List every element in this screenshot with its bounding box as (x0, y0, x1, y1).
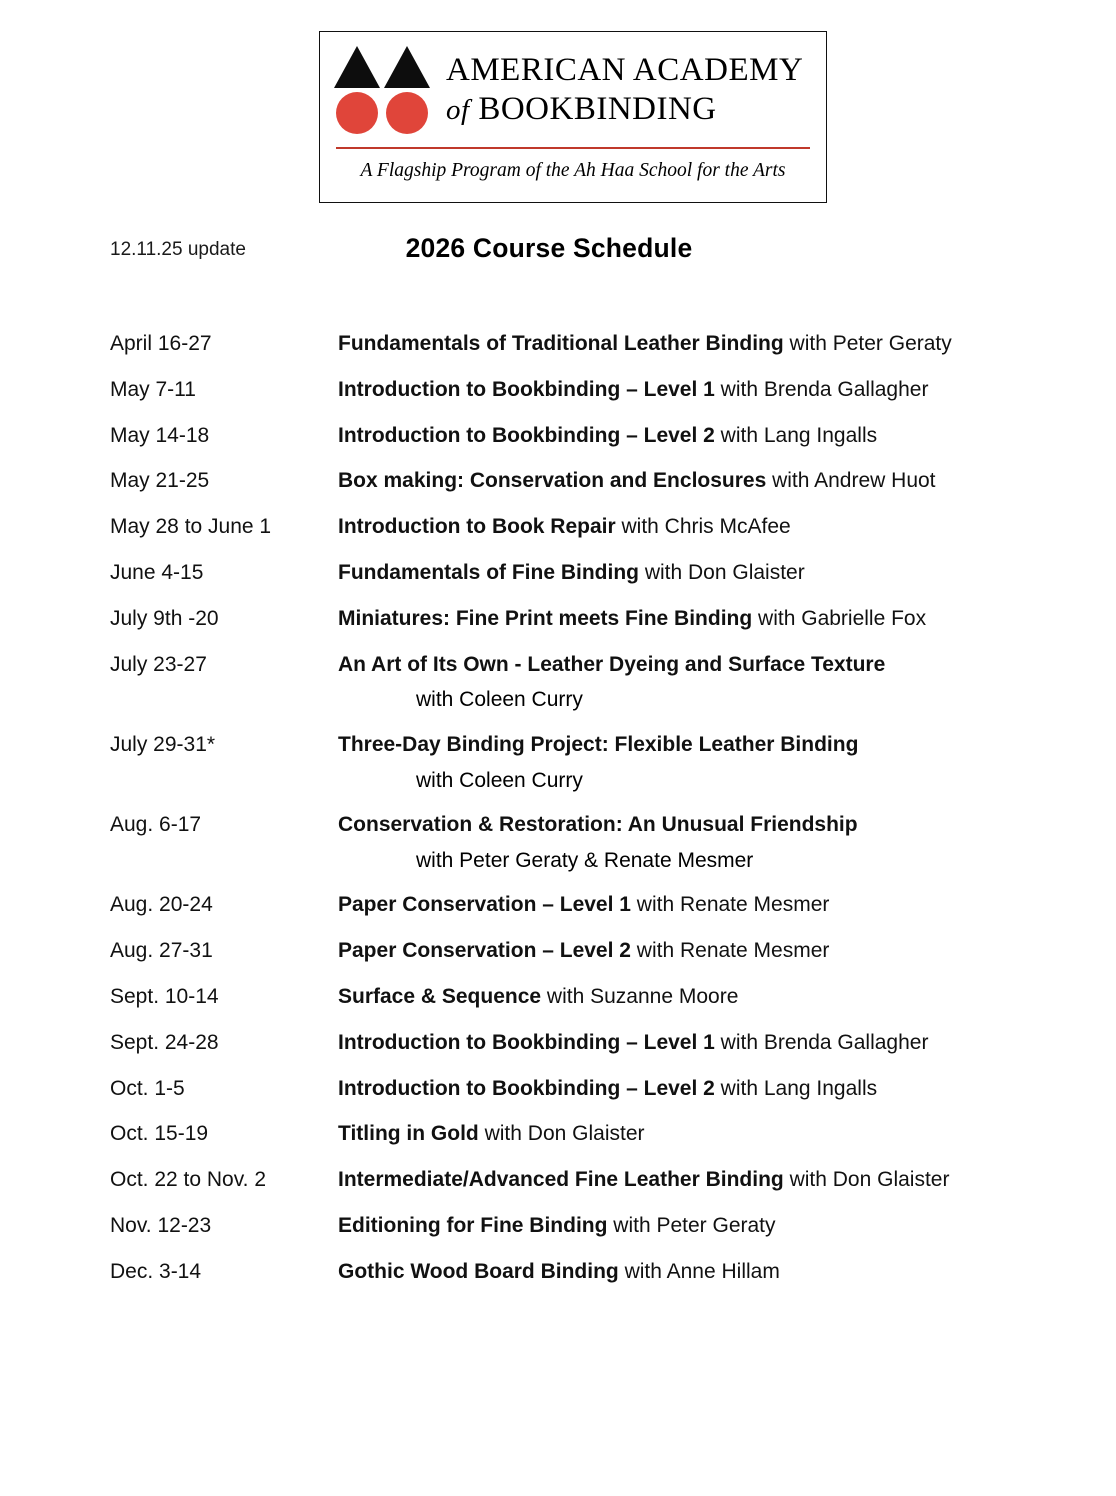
course-instructor: with Coleen Curry (416, 768, 583, 792)
course-instructor: with Lang Ingalls (714, 423, 878, 447)
schedule-row-continuation (110, 849, 1060, 873)
schedule-row (110, 811, 1060, 838)
schedule-row (110, 605, 1060, 632)
course-title: Three-Day Binding Project: Flexible Leather Binding (338, 732, 859, 756)
course-title: Introduction to Bookbinding – Level 2 (338, 423, 715, 447)
course-title: Intermediate/Advanced Fine Leather Binding (338, 1168, 784, 1192)
course-title: Introduction to Book Repair (338, 515, 616, 539)
course-dates: Sept. 10-14 (110, 985, 219, 1009)
schedule-row (110, 513, 1060, 540)
course-title: Introduction to Bookbinding – Level 2 (338, 1076, 715, 1100)
course-entry (338, 376, 1060, 403)
course-entry (338, 811, 1060, 838)
course-title: Introduction to Bookbinding – Level 1 (338, 377, 715, 401)
course-entry (338, 422, 1060, 449)
course-title: An Art of Its Own - Leather Dyeing and Surface Texture (338, 652, 886, 676)
course-instructor: with Renate Mesmer (630, 893, 830, 917)
course-title: Miniatures: Fine Print meets Fine Binding (338, 606, 753, 630)
course-instructor: with Anne Hillam (618, 1259, 780, 1283)
course-dates: May 7-11 (110, 377, 196, 401)
course-dates: April 16-27 (110, 332, 212, 355)
course-instructor: with Coleen Curry (416, 688, 583, 712)
spacer (110, 769, 338, 793)
schedule-row (110, 1258, 1060, 1285)
course-dates: Nov. 12-23 (110, 1214, 212, 1238)
course-instructor: with Brenda Gallagher (714, 377, 929, 401)
course-dates: Oct. 15-19 (110, 1122, 209, 1146)
course-dates: July 29-31* (110, 732, 216, 756)
course-title: Gothic Wood Board Binding (338, 1259, 619, 1283)
logo-of-word: of (446, 94, 470, 126)
course-title: Conservation & Restoration: An Unusual Friendship (338, 813, 858, 837)
course-schedule-list (110, 330, 1060, 1304)
schedule-row (110, 1120, 1060, 1147)
course-entry (338, 891, 1060, 918)
course-instructor: with Don Glaister (783, 1168, 950, 1192)
course-entry (338, 605, 1060, 632)
course-instructor: with Lang Ingalls (714, 1076, 878, 1100)
course-entry (338, 1075, 1060, 1102)
academy-logo (319, 31, 827, 203)
course-dates: Aug. 27-31 (110, 939, 213, 963)
schedule-row (110, 376, 1060, 403)
course-title: Editioning for Fine Binding (338, 1214, 608, 1238)
schedule-row (110, 1075, 1060, 1102)
course-instructor: with Peter Geraty & Renate Mesmer (416, 848, 754, 872)
course-title: Introduction to Bookbinding – Level 1 (338, 1030, 715, 1054)
logo-wordmark (446, 54, 803, 126)
course-dates: May 21-25 (110, 469, 210, 493)
course-entry (338, 1258, 1060, 1285)
schedule-row (110, 731, 1060, 758)
course-instructor: with Chris McAfee (615, 515, 791, 539)
course-entry (338, 1212, 1060, 1239)
schedule-row (110, 1166, 1060, 1193)
spacer (110, 849, 338, 873)
course-dates: May 14-18 (110, 423, 210, 447)
course-dates: Dec. 3-14 (110, 1259, 202, 1283)
course-dates: July 9th -20 (110, 606, 219, 630)
course-instructor: with Don Glaister (639, 560, 805, 584)
course-entry (338, 983, 1060, 1010)
logo-divider (336, 147, 810, 149)
course-instructor: with Peter Geraty (607, 1214, 776, 1238)
course-entry (338, 1120, 1060, 1147)
course-instructor: with Suzanne Moore (541, 985, 739, 1009)
update-date: 12.11.25 update (110, 239, 246, 260)
course-entry (338, 467, 1060, 494)
logo-bookbinding-word: BOOKBINDING (478, 91, 717, 127)
course-entry (338, 1029, 1060, 1056)
course-entry (338, 731, 1060, 758)
course-instructor: with Renate Mesmer (630, 939, 830, 963)
course-title: Fundamentals of Fine Binding (338, 560, 639, 584)
course-dates: Oct. 1-5 (110, 1076, 185, 1100)
spacer (110, 688, 338, 712)
schedule-row (110, 651, 1060, 678)
schedule-row (110, 330, 1060, 357)
schedule-row-continuation (110, 769, 1060, 793)
course-instructor: with Don Glaister (478, 1122, 645, 1146)
page-title: 2026 Course Schedule (405, 233, 693, 263)
course-entry (338, 651, 1060, 678)
schedule-row (110, 937, 1060, 964)
circle-icon (386, 92, 428, 134)
schedule-row (110, 983, 1060, 1010)
schedule-row (110, 1212, 1060, 1239)
logo-tagline: A Flagship Program of the Ah Haa School for the Arts (360, 160, 786, 181)
course-instructor: with Gabrielle Fox (752, 606, 927, 630)
course-entry (338, 937, 1060, 964)
course-title: Paper Conservation – Level 1 (338, 893, 631, 917)
course-title: Surface & Sequence (338, 985, 542, 1009)
course-dates: Aug. 20-24 (110, 893, 213, 917)
course-title: Box making: Conservation and Enclosures (338, 469, 767, 493)
logo-line-1: AMERICAN ACADEMY (446, 52, 804, 88)
course-dates: Oct. 22 to Nov. 2 (110, 1168, 267, 1192)
course-entry (338, 330, 1060, 357)
course-title: Paper Conservation – Level 2 (338, 939, 631, 963)
triangle-icon (334, 46, 380, 88)
course-entry (338, 559, 1060, 586)
schedule-row (110, 467, 1060, 494)
triangle-icon (384, 46, 430, 88)
course-dates: Aug. 6-17 (110, 813, 202, 837)
schedule-row (110, 1029, 1060, 1056)
course-dates: June 4-15 (110, 560, 204, 584)
course-instructor: with Brenda Gallagher (714, 1030, 929, 1054)
schedule-row-continuation (110, 688, 1060, 712)
course-dates: July 23-27 (110, 652, 207, 676)
course-dates: Sept. 24-28 (110, 1030, 219, 1054)
course-instructor: with Andrew Huot (766, 469, 936, 493)
course-dates: May 28 to June 1 (110, 515, 272, 539)
logo-line-2 (446, 93, 803, 126)
circle-icon (336, 92, 378, 134)
course-title: Titling in Gold (338, 1122, 479, 1146)
course-title: Fundamentals of Traditional Leather Binding (338, 332, 784, 355)
course-entry (338, 513, 1060, 540)
schedule-row (110, 422, 1060, 449)
course-entry (338, 1166, 1060, 1193)
course-instructor: with Peter Geraty (783, 332, 952, 355)
schedule-row (110, 891, 1060, 918)
two-triangles-two-circles-icon (334, 42, 430, 138)
schedule-row (110, 559, 1060, 586)
